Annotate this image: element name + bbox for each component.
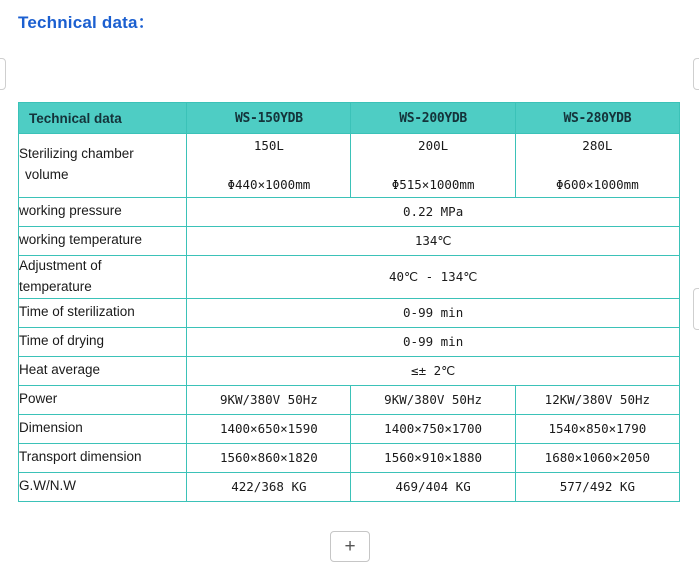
right-edge-handle-middle[interactable] [693,288,699,330]
cell-dimension-1: 1400×650×1590 [187,414,351,443]
add-button[interactable]: + [330,531,370,562]
cell-value-line1: 280L [582,138,613,153]
left-edge-handle[interactable] [0,58,6,90]
cell-chamber-volume-2 [351,134,515,198]
row-label-line1: Adjustment of [19,257,102,273]
row-label-power: Power [19,385,187,414]
row-label-heat-average: Heat average [19,356,187,385]
cell-weight-1: 422/368 KG [187,472,351,501]
cell-working-temperature: 134℃ [187,226,680,255]
cell-power-1: 9KW/380V 50Hz [187,385,351,414]
row-label-time-sterilization: Time of sterilization [19,298,187,327]
row-label-line2: volume [25,167,69,183]
row-label-line2: temperature [19,278,92,294]
right-edge-handle-top[interactable] [693,58,699,90]
cell-transport-dimension-1: 1560×860×1820 [187,443,351,472]
table-row [19,226,680,255]
cell-time-drying: 0-99 min [187,327,680,356]
cell-working-pressure: 0.22 MPa [187,197,680,226]
cell-power-2: 9KW/380V 50Hz [351,385,515,414]
table-row [19,255,680,298]
header-model-3: WS-280YDB [515,103,679,134]
row-label-line1: Sterilizing chamber [19,146,134,162]
table-row [19,414,680,443]
table-row [19,385,680,414]
cell-power-3: 12KW/380V 50Hz [515,385,679,414]
row-label-transport-dimension: Transport dimension [19,443,187,472]
cell-value-line1: 200L [418,138,449,153]
row-label-gross-net-weight: G.W/N.W [19,472,187,501]
cell-value-line1: 150L [253,138,284,153]
cell-value-line2: Φ440×1000mm [227,177,311,193]
table-row [19,356,680,385]
row-label-time-drying: Time of drying [19,327,187,356]
technical-data-table [18,102,680,502]
technical-data-table-wrapper [18,102,680,502]
table-row [19,298,680,327]
cell-dimension-2: 1400×750×1700 [351,414,515,443]
cell-chamber-volume-3 [515,134,679,198]
row-label-working-pressure: working pressure [19,197,187,226]
table-row [19,443,680,472]
table-row [19,472,680,501]
cell-time-sterilization: 0-99 min [187,298,680,327]
table-row [19,134,680,198]
cell-adjustment-temperature: 40℃ - 134℃ [187,255,680,298]
header-model-2: WS-200YDB [351,103,515,134]
table-row [19,327,680,356]
cell-weight-3: 577/492 KG [515,472,679,501]
page-title: Technical data： [18,13,155,32]
row-label-working-temperature: working temperature [19,226,187,255]
cell-chamber-volume-1 [187,134,351,198]
cell-heat-average: ≤± 2℃ [187,356,680,385]
table-row [19,197,680,226]
row-label-adjustment-temperature [19,255,187,298]
table-header-row [19,103,680,134]
row-label-dimension: Dimension [19,414,187,443]
cell-weight-2: 469/404 KG [351,472,515,501]
cell-value-line2: Φ515×1000mm [391,177,475,193]
cell-transport-dimension-2: 1560×910×1880 [351,443,515,472]
cell-transport-dimension-3: 1680×1060×2050 [515,443,679,472]
cell-dimension-3: 1540×850×1790 [515,414,679,443]
row-label-chamber-volume [19,134,187,198]
cell-value-line2: Φ600×1000mm [555,177,639,193]
header-model-1: WS-150YDB [187,103,351,134]
header-technical-data: Technical data [19,103,187,134]
